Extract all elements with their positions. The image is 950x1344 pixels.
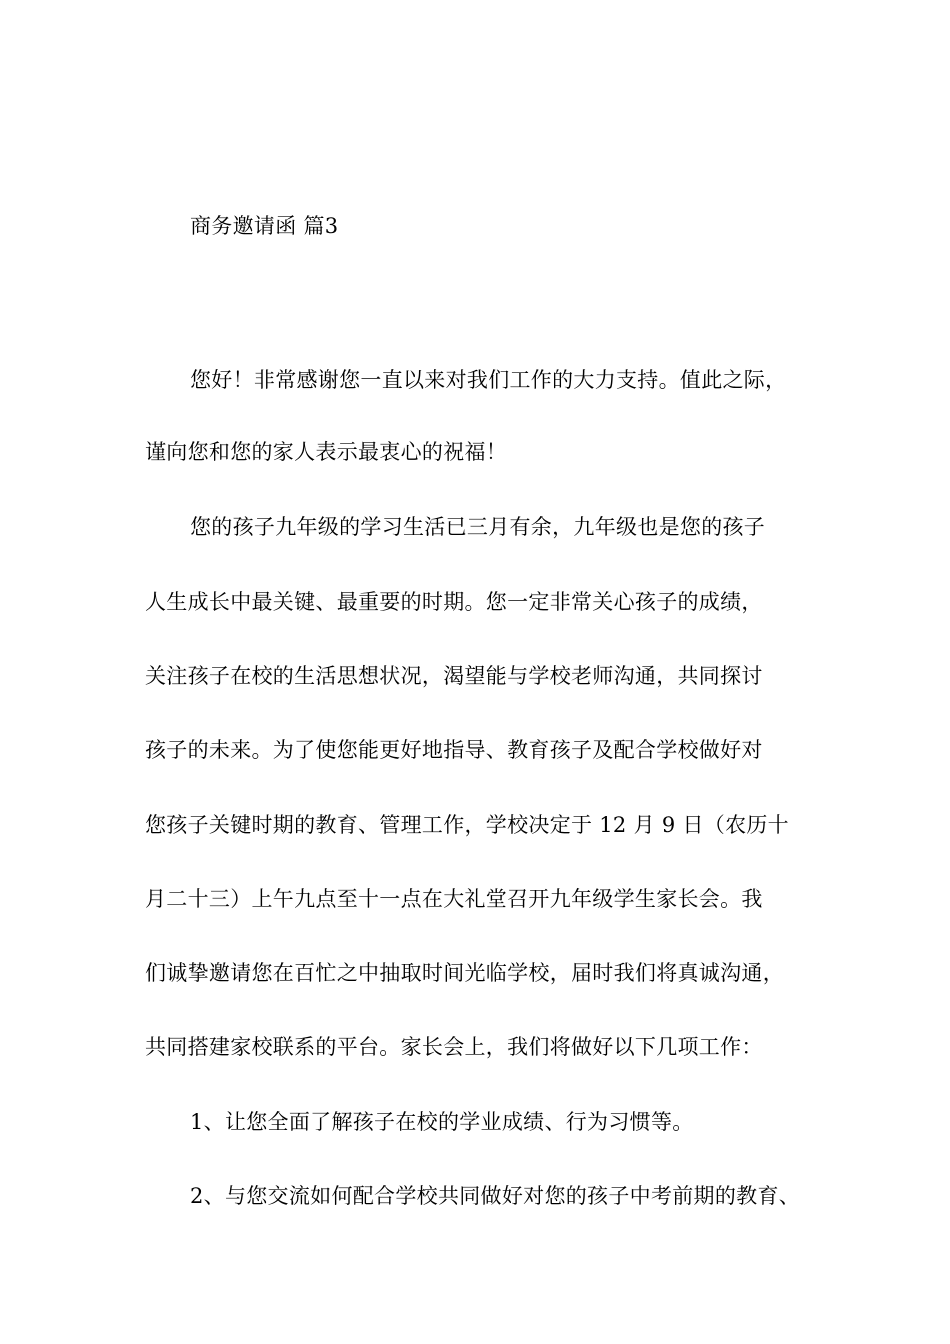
body-line: 关注孩子在校的生活思想状况，渴望能与学校老师沟通，共同探讨 (145, 664, 763, 688)
body-line: 共同搭建家校联系的平台。家长会上，我们将做好以下几项工作： (145, 1035, 763, 1059)
body-line: 人生成长中最关键、最重要的时期。您一定非常关心孩子的成绩， (145, 590, 763, 614)
body-line: 您好！非常感谢您一直以来对我们工作的大力支持。值此之际， (190, 368, 787, 392)
document-title: 商务邀请函 篇3 (190, 214, 339, 238)
body-line: 您孩子关键时期的教育、管理工作，学校决定于 12 月 9 日（农历十 (145, 813, 789, 837)
body-line: 谨向您和您的家人表示最衷心的祝福！ (145, 440, 508, 464)
body-line: 月二十三）上午九点至十一点在大礼堂召开九年级学生家长会。我 (145, 887, 763, 911)
list-item-line: 2、与您交流如何配合学校共同做好对您的孩子中考前期的教育、 (190, 1184, 801, 1208)
body-line: 孩子的未来。为了使您能更好地指导、教育孩子及配合学校做好对 (145, 738, 763, 762)
body-line: 们诚挚邀请您在百忙之中抽取时间光临学校，届时我们将真诚沟通， (145, 961, 784, 985)
body-line: 您的孩子九年级的学习生活已三月有余，九年级也是您的孩子 (190, 515, 766, 539)
list-item-line: 1、让您全面了解孩子在校的学业成绩、行为习惯等。 (190, 1110, 694, 1134)
